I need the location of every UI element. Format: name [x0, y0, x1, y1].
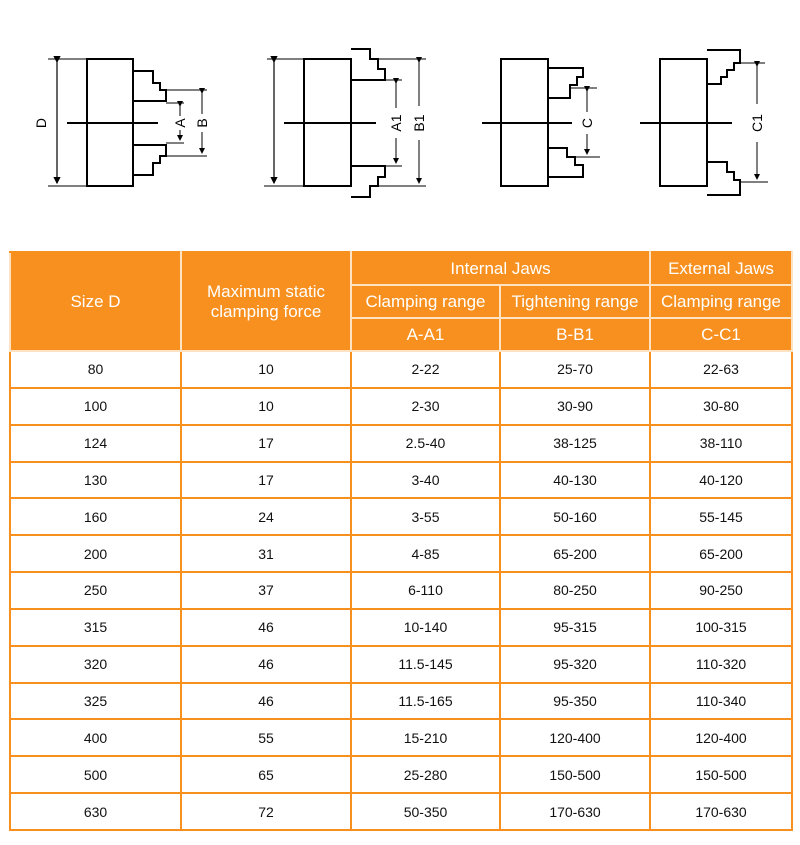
cell-c-c1: 40-120	[650, 462, 792, 499]
label-b1: B1	[411, 114, 427, 132]
label-d: D	[33, 117, 49, 129]
cell-a-a1: 10-140	[351, 609, 500, 646]
cell-c-c1: 55-145	[650, 498, 792, 535]
cell-size-d: 250	[10, 572, 181, 609]
cell-max-force: 65	[181, 756, 351, 793]
cell-size-d: 325	[10, 683, 181, 720]
cell-size-d: 630	[10, 793, 181, 830]
cell-max-force: 46	[181, 609, 351, 646]
label-c1: C1	[749, 114, 765, 132]
cell-a-a1: 50-350	[351, 793, 500, 830]
table-row	[10, 388, 792, 425]
cell-a-a1: 2.5-40	[351, 425, 500, 462]
cell-a-a1: 15-210	[351, 719, 500, 756]
header-internal-clamping-range: Clamping range	[351, 285, 500, 318]
cell-max-force: 37	[181, 572, 351, 609]
cell-b-b1: 38-125	[500, 425, 650, 462]
cell-a-a1: 11.5-165	[351, 683, 500, 720]
header-a-a1: A-A1	[351, 318, 500, 351]
table-row	[10, 719, 792, 756]
cell-max-force: 46	[181, 646, 351, 683]
table-row	[10, 351, 792, 388]
cell-max-force: 72	[181, 793, 351, 830]
diagram-internal-a1-b1	[264, 49, 427, 197]
header-external-jaws: External Jaws	[650, 252, 792, 285]
cell-b-b1: 150-500	[500, 756, 650, 793]
cell-b-b1: 65-200	[500, 535, 650, 572]
cell-c-c1: 170-630	[650, 793, 792, 830]
cell-size-d: 130	[10, 462, 181, 499]
diagram-internal-a-b	[33, 59, 210, 186]
header-internal-jaws: Internal Jaws	[351, 252, 650, 285]
cell-max-force: 17	[181, 462, 351, 499]
cell-size-d: 500	[10, 756, 181, 793]
cell-size-d: 315	[10, 609, 181, 646]
cell-max-force: 10	[181, 351, 351, 388]
cell-size-d: 80	[10, 351, 181, 388]
cell-size-d: 200	[10, 535, 181, 572]
cell-b-b1: 95-350	[500, 683, 650, 720]
cell-b-b1: 170-630	[500, 793, 650, 830]
diagram-external-c1	[640, 50, 768, 195]
header-b-b1: B-B1	[500, 318, 650, 351]
header-size-d: Size D	[10, 252, 181, 351]
cell-a-a1: 25-280	[351, 756, 500, 793]
cell-max-force: 17	[181, 425, 351, 462]
cell-a-a1: 6-110	[351, 572, 500, 609]
cell-size-d: 124	[10, 425, 181, 462]
cell-a-a1: 3-40	[351, 462, 500, 499]
cell-b-b1: 25-70	[500, 351, 650, 388]
table-row	[10, 683, 792, 720]
header-max-force: Maximum static clamping force	[181, 252, 351, 351]
cell-a-a1: 4-85	[351, 535, 500, 572]
header-external-clamping-range: Clamping range	[650, 285, 792, 318]
cell-b-b1: 95-315	[500, 609, 650, 646]
table-row	[10, 609, 792, 646]
header-c-c1: C-C1	[650, 318, 792, 351]
specifications-table	[9, 251, 793, 831]
chuck-dimension-diagrams	[0, 0, 800, 220]
cell-max-force: 10	[181, 388, 351, 425]
diagram-external-c	[482, 59, 600, 186]
table-row	[10, 793, 792, 830]
cell-a-a1: 11.5-145	[351, 646, 500, 683]
cell-b-b1: 120-400	[500, 719, 650, 756]
table-row	[10, 535, 792, 572]
cell-max-force: 24	[181, 498, 351, 535]
table-row	[10, 756, 792, 793]
label-c: C	[579, 117, 595, 129]
table-row	[10, 425, 792, 462]
label-b: B	[194, 118, 210, 128]
cell-a-a1: 2-30	[351, 388, 500, 425]
table-row	[10, 462, 792, 499]
cell-a-a1: 2-22	[351, 351, 500, 388]
label-a: A	[172, 118, 188, 128]
cell-c-c1: 120-400	[650, 719, 792, 756]
cell-c-c1: 22-63	[650, 351, 792, 388]
table-row	[10, 498, 792, 535]
cell-size-d: 320	[10, 646, 181, 683]
cell-max-force: 55	[181, 719, 351, 756]
cell-a-a1: 3-55	[351, 498, 500, 535]
cell-size-d: 400	[10, 719, 181, 756]
cell-size-d: 100	[10, 388, 181, 425]
cell-b-b1: 50-160	[500, 498, 650, 535]
label-a1: A1	[388, 114, 404, 132]
cell-max-force: 31	[181, 535, 351, 572]
cell-b-b1: 30-90	[500, 388, 650, 425]
header-tightening-range: Tightening range	[500, 285, 650, 318]
cell-c-c1: 90-250	[650, 572, 792, 609]
cell-c-c1: 38-110	[650, 425, 792, 462]
table-row	[10, 572, 792, 609]
cell-c-c1: 65-200	[650, 535, 792, 572]
cell-max-force: 46	[181, 683, 351, 720]
cell-c-c1: 30-80	[650, 388, 792, 425]
cell-c-c1: 110-320	[650, 646, 792, 683]
cell-c-c1: 100-315	[650, 609, 792, 646]
cell-b-b1: 40-130	[500, 462, 650, 499]
cell-b-b1: 80-250	[500, 572, 650, 609]
cell-size-d: 160	[10, 498, 181, 535]
cell-c-c1: 150-500	[650, 756, 792, 793]
table-row	[10, 646, 792, 683]
cell-b-b1: 95-320	[500, 646, 650, 683]
cell-c-c1: 110-340	[650, 683, 792, 720]
